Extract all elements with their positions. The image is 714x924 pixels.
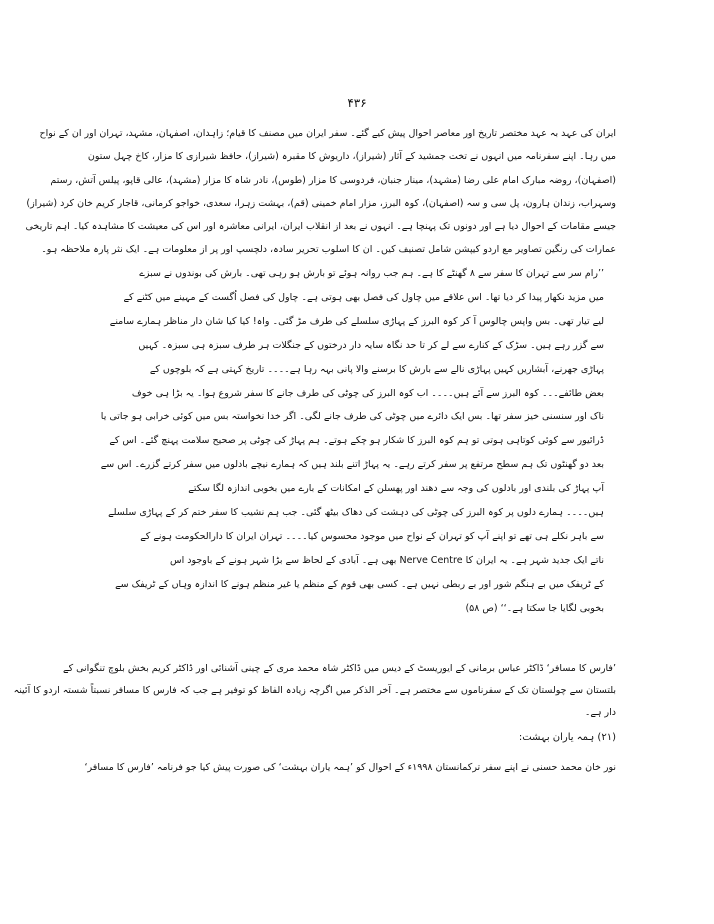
- paragraph-comparison: [13, 658, 616, 724]
- text-line: نور خان محمد حسنی نے اپنے سفر ترکمانستان ۱۹۹۸ء کے احوال کو ’ہمہ یاران بہشت‘ کی صورت پیش کیا جو فرنامہ ’فارس کا مسافر‘: [84, 762, 616, 773]
- text-line: بلتستان سے چولستان تک کے سفرناموں سے مختصر ہے۔ آخر الذکر میں اگرچہ زیادہ الفاظ کو توفیر ہے جب کہ فارس کا مسافر نسبتاً شستہ اردو کا آئینہ: [13, 685, 616, 696]
- section-heading: (۲۱) ہمہ یاران بہشت:: [518, 732, 616, 743]
- quote-line: بعد دو گھنٹوں تک ہم سطح مرتفع پر سفر کرتے رہے۔ یہ پہاڑ اتنے بلند ہیں کہ ہمارے نیچے بادلوں میں سفر کرتے گزرے۔ اس سے: [100, 459, 604, 471]
- quote-line: بعض طائفے۔۔۔ کوہ البرز سے آئے ہیں۔۔۔۔ اب کوہ البرز کی چوٹی کی طرف جانے کا سفر شروع ہوا۔ یہ بڑا ہی خوف: [131, 387, 604, 399]
- quote-line: ناک اور سنسنی خیز سفر تھا۔ بس ایک دائرے میں چوٹی کی طرف جانے لگی۔ اگر خدا نخواستہ بس میں کوئی خرابی ہو جاتی یا: [100, 411, 604, 423]
- text-line: وسہراب، زندان ہارون، پل سی و سہ (اصفہان)، کوہ البرز، مزار امام خمینی (قم)، بہشت زہرا، سعدی، خواجو کرمانی، قاجار کریم خان کرد (شیراز): [26, 197, 616, 209]
- paragraph-intro: [25, 122, 616, 262]
- block-quote: [100, 262, 604, 621]
- quote-line: ڈرائیور سے کوئی کوتاہی ہوتی تو ہم کوہ البرز کا شکار ہو چکے ہوتے۔ ہم پہاڑ کی چوٹی پر صحیح سلامت پہنچ گئے۔ اس کے: [109, 435, 604, 447]
- text-line: جیسے مقامات کے احوال دیا ہے اور دونوں تک پہنچا ہے۔ انہوں نے بعد از انقلاب ایران، ایرانی معاشرہ اور اس کی معیشت کا مشاہدہ کیا۔ اہم تاریخی: [25, 221, 616, 233]
- quote-line: بخوبی لگایا جا سکتا ہے۔‘‘ (ص ۵۸): [465, 602, 604, 614]
- text-line: دار ہے۔: [584, 707, 616, 718]
- quote-line: ناتے ایک جدید شہر ہے۔ یہ ایران کا Nerve Centre بھی ہے۔ آبادی کے لحاظ سے بڑا شہر ہونے کے باوجود اس: [169, 554, 604, 566]
- page-number: ۴۳۶: [347, 96, 367, 110]
- quote-line: ’’رام سر سے تہران کا سفر سے ۸ گھنٹے کا ہے۔ ہم جب روانہ ہوئے تو بارش ہو رہی تھی۔ بارش کی بوندوں نے سبزے: [139, 268, 604, 279]
- text-line: (اصفہان)، روضہ مبارک امام علی رضا (مشہد)، مینار جنبان، فردوسی کا مزار (طوس)، نادر شاہ کا مزار (مشہد)، عالی قاپو، پیلس آتش، رستم: [50, 174, 616, 186]
- quote-line: ہیں۔۔۔۔ ہمارے دلوں پر کوہ البرز کی چوٹی کی دہشت کی دھاک بیٹھ گئی۔ جب ہم نشیب کا سفر ختم کر کے پہاڑی سلسلے: [108, 507, 604, 519]
- quote-line: آپ پہاڑ کی بلندی اور بادلوں کی وجہ سے دھند اور پھسلن کے امکانات کے بارے میں بخوبی اندازہ لگا سکتے: [188, 483, 604, 495]
- quote-line: سے باہر نکلے ہی تھے تو اپنے آپ کو تہران کے نواح میں موجود محسوس کیا۔۔۔۔ تہران ایران کا دارالحکومت ہونے کے: [140, 530, 604, 542]
- quote-line: کے ٹریفک میں بے ہنگم شور اور بے ربطی نہیں ہے۔ کسی بھی قوم کے منظم یا غیر منظم ہونے کا اندازہ وہاں کے ٹریفک سے: [115, 578, 604, 590]
- text-line: ایران کی عہد بہ عہد مختصر تاریخ اور معاصر احوال پیش کیے گئے۔ سفر ایران میں مصنف کا قیام؛ زاہدان، اصفہان، مشہد، تہران اور ان کے نواح: [39, 128, 616, 139]
- text-line: میں رہا۔ اپنے سفرنامہ میں انہوں نے تخت جمشید کے آثار (شیراز)، داریوش کا مقبرہ (شیراز)، حافظ شیرازی کا مزار، کاخ چہل ستون: [87, 151, 616, 163]
- text-line: عمارات کی رنگین تصاویر مع اردو کیپشن شامل تصنیف کیں۔ ان کا اسلوب تحریر سادہ، دلچسپ اور پر از معلومات ہے۔ ایک نثر پارہ ملاحظہ ہو۔: [41, 244, 616, 256]
- quote-line: پہاڑی جھرنے، آبشاریں کہیں پہاڑی نالے سے بارش کا برسنے والا پانی بہہ رہا ہے۔۔۔۔ تاریخ کہتی ہے کہ بلوچوں کے: [149, 363, 604, 375]
- quote-line: میں مزید نکھار پیدا کر دیا تھا۔ اس علاقے میں چاول کی فصل بھی ہوتی ہے۔ چاول کی فصل اُگست کے مہینے میں کٹنے کے: [123, 291, 604, 303]
- quote-line: سے گزر رہے ہیں۔ سڑک کے کنارے سے لے کر تا حد نگاہ سایہ دار درختوں کے جنگلات ہر طرف سبزہ ہی سبزہ۔ کہیں: [138, 339, 604, 351]
- text-line: ’فارس کا مسافر‘ ڈاکٹر عباس برمانی کے ایوریسٹ کے دیس میں ڈاکٹر شاہ محمد مری کے چینی آشنائی اور ڈاکٹر کریم بخش بلوچ تنگوانی کے: [63, 663, 616, 674]
- quote-line: لیے تیار تھی۔ بس واپس چالوس آ کر کوہ البرز کے پہاڑی سلسلے کی طرف مڑ گئی۔ واہ! کیا کیا شان دار مناظر ہمارے سامنے: [109, 315, 604, 327]
